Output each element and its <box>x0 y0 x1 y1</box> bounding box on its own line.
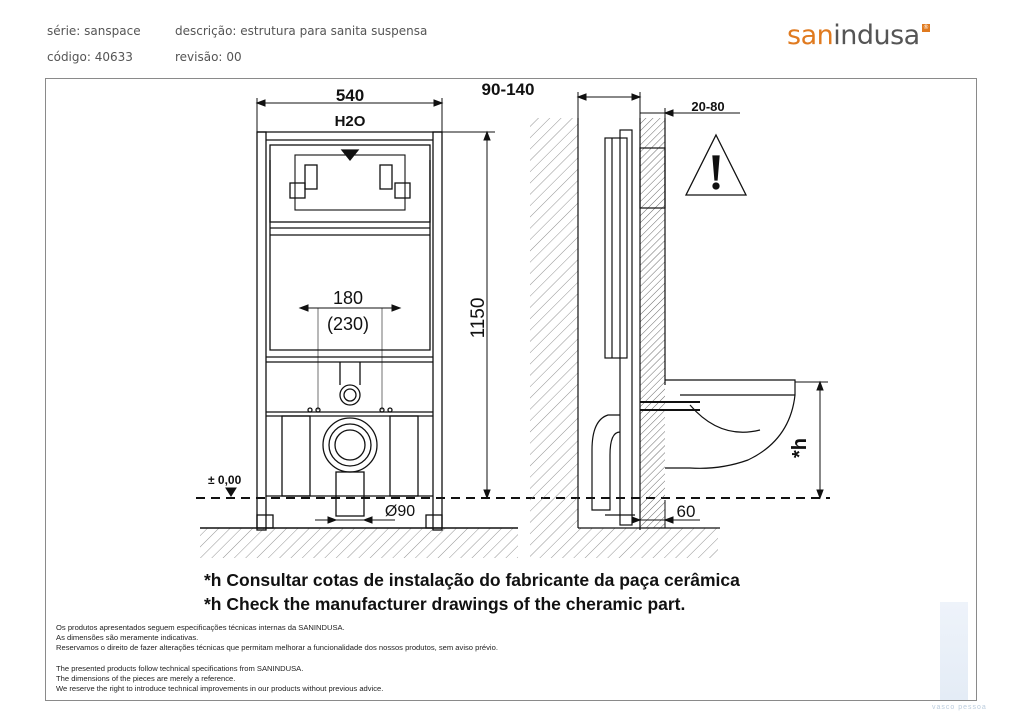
side-view <box>530 118 795 558</box>
floor-level-label: ± 0,00 <box>208 473 242 487</box>
disclaimer-pt-1: Os produtos apresentados seguem especificações técnicas internas da SANINDUSA. <box>56 623 345 632</box>
note-pt: *h Consultar cotas de instalação do fabricante da paça cerâmica <box>204 570 740 590</box>
signature: vasco pessoa <box>932 704 987 711</box>
note-en: *h Check the manufacturer drawings of the cheramic part. <box>204 594 686 614</box>
descricao-field: descrição: estrutura para sanita suspensa <box>175 24 428 38</box>
dim-1150: 1150 <box>468 297 489 339</box>
dim-180: 180 <box>332 288 364 308</box>
floor-hatch-side <box>578 528 718 558</box>
floor-hatch-front <box>200 528 518 558</box>
disclaimer-en-2: The dimensions of the pieces are merely a reference. <box>56 674 236 683</box>
warning-icon <box>686 135 746 195</box>
wall-hatch-left <box>530 118 578 558</box>
disclaimer-pt-3: Reservamos o direito de fazer alterações técnicas que permitam melhorar a funcionalidade dos nossos produtos, sem aviso prévio. <box>56 643 498 652</box>
side-dimensions <box>578 92 828 528</box>
decorative-panel <box>940 602 968 700</box>
dim-d90: Ø90 <box>384 503 416 520</box>
disclaimer-en-1: The presented products follow technical specifications from SANINDUSA. <box>56 664 304 673</box>
dim-h2o: H2O <box>334 113 366 130</box>
dim-h: *h <box>789 438 811 458</box>
codigo-field: código: 40633 <box>47 50 133 64</box>
dim-540: 540 <box>335 86 365 105</box>
serie-field: série: sanspace <box>47 24 141 38</box>
dim-230: (230) <box>326 314 370 334</box>
sanindusa-logo: sanindusa ® <box>787 20 929 51</box>
dim-90-140: 90-140 <box>481 80 535 99</box>
dim-60: 60 <box>676 502 696 521</box>
dim-20-80: 20-80 <box>691 99 725 114</box>
disclaimer-pt-2: As dimensões são meramente indicativas. <box>56 633 199 642</box>
front-view <box>200 132 518 558</box>
wall-hatch-right <box>640 118 665 528</box>
revisao-field: revisão: 00 <box>175 50 242 64</box>
disclaimer-en-3: We reserve the right to introduce technical improvements in our products without previous advice. <box>56 684 384 693</box>
